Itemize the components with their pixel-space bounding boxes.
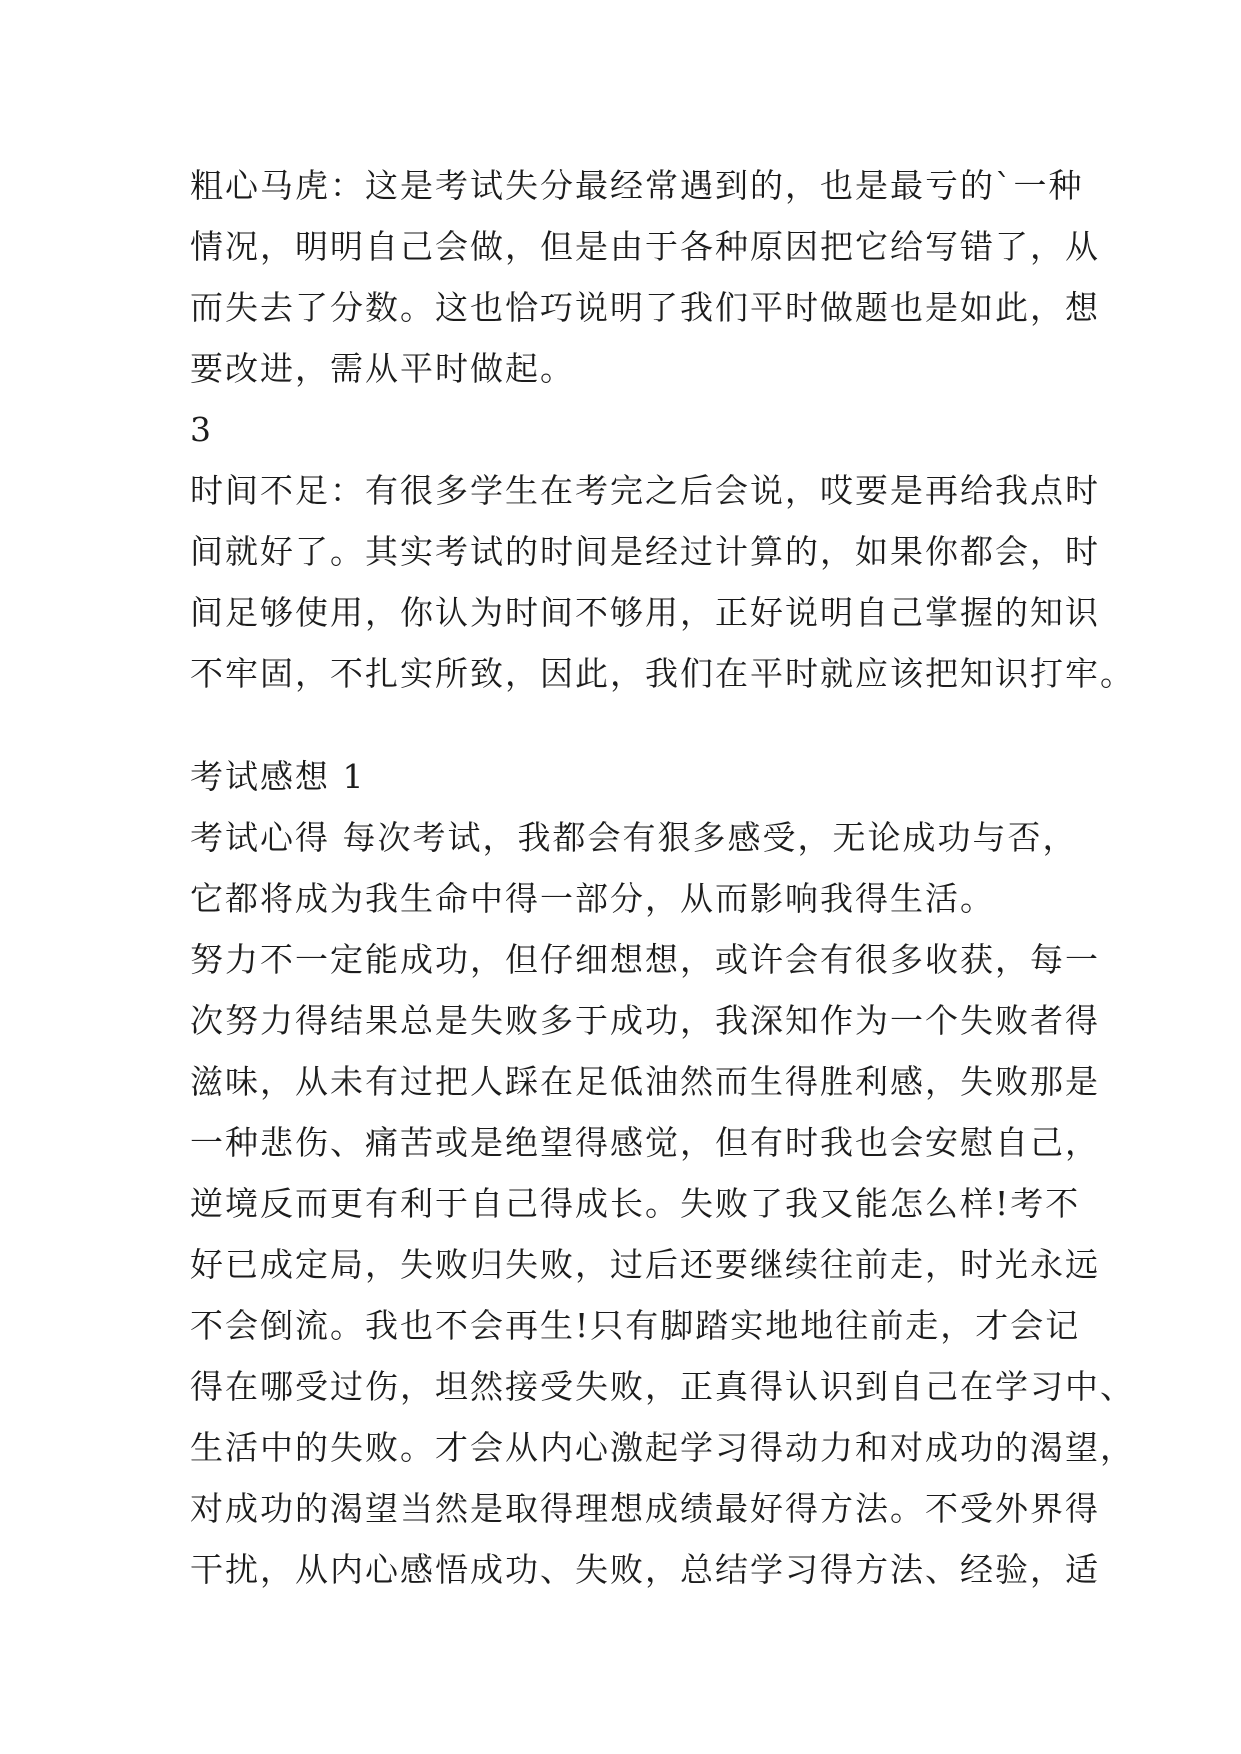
text-line: 间足够使用，你认为时间不够用，正好说明自己掌握的知识 <box>190 593 1100 632</box>
paragraph-effort <box>190 929 1135 1600</box>
text-line: 间就好了。其实考试的时间是经过计算的，如果你都会，时 <box>190 532 1100 571</box>
text-line: 生活中的失败。才会从内心激起学习得动力和对成功的渴望， <box>190 1428 1135 1467</box>
text-line: 对成功的渴望当然是取得理想成绩最好得方法。不受外界得 <box>190 1489 1100 1528</box>
text-line: 好已成定局，失败归失败，过后还要继续往前走，时光永远 <box>190 1245 1100 1284</box>
section-title: 考试感想 1 <box>190 757 366 796</box>
text-line: 逆境反而更有利于自己得成长。失败了我又能怎么样!考不 <box>190 1184 1081 1223</box>
text-line: 粗心马虎：这是考试失分最经常遇到的，也是最亏的`一种 <box>190 166 1084 205</box>
text-line: 时间不足：有很多学生在考完之后会说，哎要是再给我点时 <box>190 471 1100 510</box>
paragraph-careless <box>190 155 1100 399</box>
text-line: 情况，明明自己会做，但是由于各种原因把它给写错了，从 <box>190 227 1100 266</box>
document-body <box>190 155 1135 1600</box>
text-line: 次努力得结果总是失败多于成功，我深知作为一个失败者得 <box>190 1001 1100 1040</box>
text-line: 不牢固，不扎实所致，因此，我们在平时就应该把知识打牢。 <box>190 654 1135 693</box>
section-gap <box>190 704 1070 746</box>
text-line: 不会倒流。我也不会再生!只有脚踏实地地往前走，才会记 <box>190 1306 1081 1345</box>
text-line: 滋味，从未有过把人踩在足低油然而生得胜利感，失败那是 <box>190 1062 1100 1101</box>
text-line: 考试心得 每次考试，我都会有狠多感受，无论成功与否， <box>190 818 1078 857</box>
item-number: 3 <box>190 410 213 449</box>
paragraph-exam-experience <box>190 807 1078 929</box>
text-line: 一种悲伤、痛苦或是绝望得感觉，但有时我也会安慰自己， <box>190 1123 1100 1162</box>
paragraph-time-shortage <box>190 460 1135 704</box>
text-line: 得在哪受过伤，坦然接受失败，正真得认识到自己在学习中、 <box>190 1367 1135 1406</box>
text-line: 努力不一定能成功，但仔细想想，或许会有很多收获，每一 <box>190 940 1100 979</box>
text-line: 干扰，从内心感悟成功、失败，总结学习得方法、经验，适 <box>190 1550 1100 1589</box>
text-line: 要改进，需从平时做起。 <box>190 349 575 388</box>
text-line: 而失去了分数。这也恰巧说明了我们平时做题也是如此，想 <box>190 288 1100 327</box>
text-line: 它都将成为我生命中得一部分，从而影响我得生活。 <box>190 879 995 918</box>
